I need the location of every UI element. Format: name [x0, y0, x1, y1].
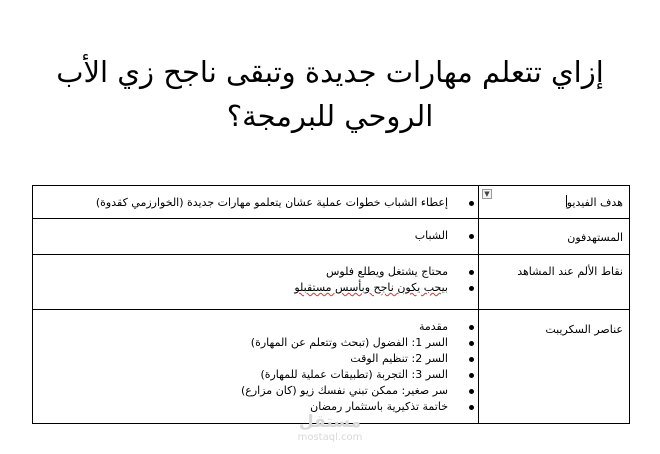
- row-label-cell[interactable]: [479, 310, 630, 424]
- table-row: [33, 310, 630, 424]
- row-content-cell[interactable]: [33, 255, 479, 310]
- row-label: عناصر السكريبت: [545, 323, 623, 336]
- row-content-cell[interactable]: [33, 219, 479, 255]
- list-item: إعطاء الشباب خطوات عملية عشان يتعلمو مهارات جديدة (الخوارزمي كقدوة): [33, 195, 448, 211]
- row-label-cell[interactable]: [479, 219, 630, 255]
- script-plan-table: [32, 185, 630, 424]
- list-item: سر صغير: ممكن تبني نفسك زيو (كان مزارع): [33, 383, 448, 399]
- list-item: السر 3: التجربة (تطبيقات عملية للمهارة): [33, 367, 448, 383]
- list-item: السر 1: الفضول (تبحث وتتعلم عن المهارة): [33, 335, 448, 351]
- list-item: مقدمة: [33, 319, 448, 335]
- list-item: السر 2: تنظيم الوقت: [33, 351, 448, 367]
- list-item: خاتمة تذكيرية باستثمار رمضان: [33, 399, 448, 415]
- watermark-arabic: مستقل: [298, 412, 362, 432]
- row-content-cell[interactable]: [33, 186, 479, 219]
- list-item: الشباب: [33, 228, 448, 244]
- row-label: المستهدفون: [567, 231, 623, 244]
- chevron-down-icon[interactable]: ▼: [482, 189, 492, 199]
- table-row: [33, 186, 630, 219]
- watermark-latin: mostaql.com: [297, 432, 363, 443]
- watermark-logo: [290, 412, 370, 448]
- row-label: هدف الفيديو: [566, 196, 623, 209]
- row-content-cell[interactable]: [33, 310, 479, 424]
- document-title: إزاي تتعلم مهارات جديدة وتبقى ناجح زي الأب الروحي للبرمجة؟: [56, 55, 604, 133]
- table-row: [33, 255, 630, 310]
- row-label: نقاط الألم عند المشاهد: [517, 265, 623, 278]
- list-item: بيحب يكون ناجح وبأسس مستقبلو: [33, 280, 448, 296]
- row-label-cell[interactable]: [479, 255, 630, 310]
- row-label-cell[interactable]: [479, 186, 630, 219]
- list-item: محتاج يشتغل ويطلع فلوس: [33, 264, 448, 280]
- table-row: [33, 219, 630, 255]
